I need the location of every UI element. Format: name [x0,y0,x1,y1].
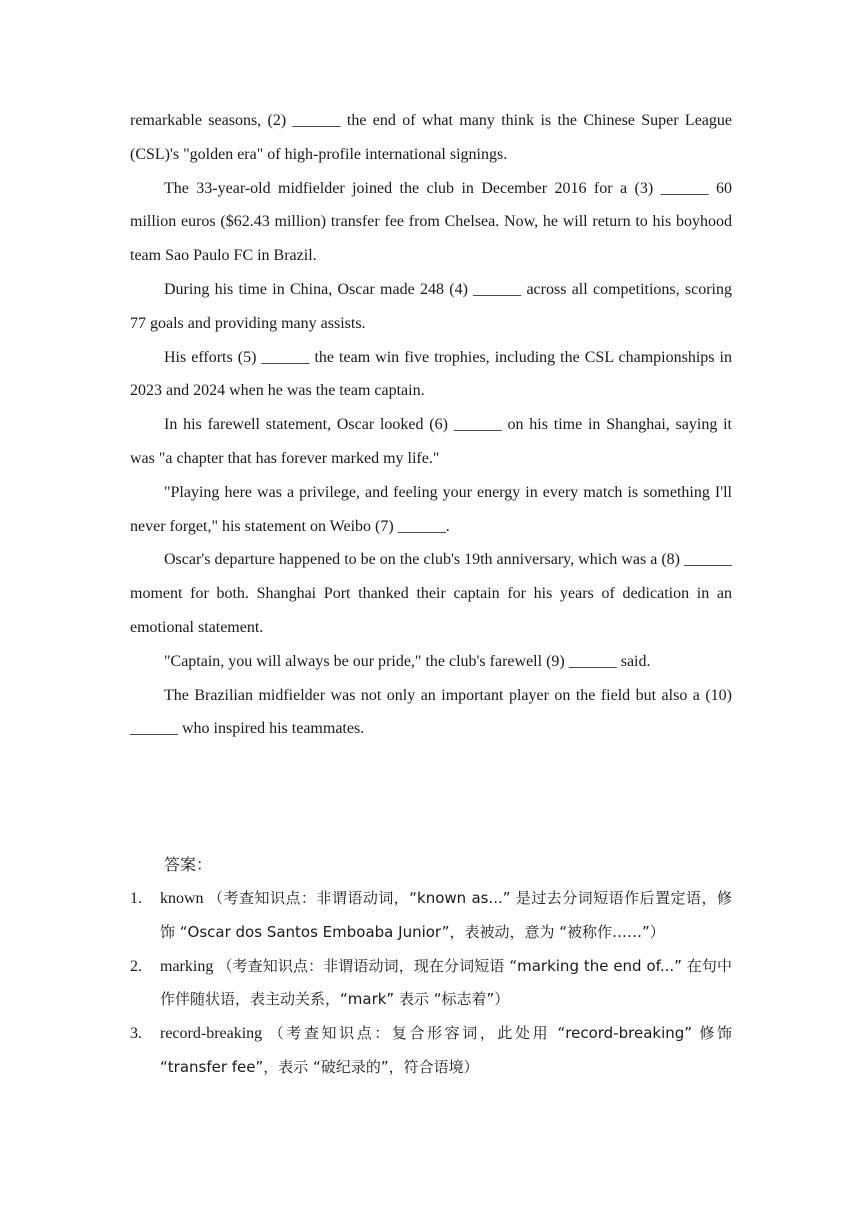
passage-paragraph: In his farewell statement, Oscar looked (6) ______ on his time in Shanghai, saying it was "a chapter that has forever marked my life." [130,416,732,467]
answer-item [130,882,732,950]
answer-list [130,882,732,1085]
document-page [130,104,732,1085]
answer-item [130,950,732,1018]
passage-paragraph: remarkable seasons, (2) ______ the end of what many think is the Chinese Super League (CSL)'s "golden era" of high-profile international signings. [130,112,732,163]
passage-paragraph: "Playing here was a privilege, and feeling your energy in every match is something I'll never forget," his statement on Weibo (7) ______. [130,483,732,535]
answer-word: record-breaking [160,1025,263,1043]
passage-paragraph: Oscar's departure happened to be on the club's 19th anniversary, which was a (8) ______ moment for both. Shanghai Port thanked their captain for his years of dedication in an emotional statement. [130,551,732,636]
answer-number: 1. [130,889,142,907]
passage-paragraph: His efforts (5) ______ the team win five trophies, including the CSL championships in 2023 and 2024 when he was the team captain. [130,348,732,400]
passage-paragraph: During his time in China, Oscar made 248 (4) ______ across all competitions, scoring 77 goals and providing many assists. [130,280,732,332]
passage [130,104,732,746]
answer-number: 2. [130,957,142,975]
answer-number: 3. [130,1025,142,1043]
passage-paragraph: "Captain, you will always be our pride," the club's farewell (9) ______ said. [164,652,651,670]
answer-note: （考查知识点：非谓语动词，“known as...” 是过去分词短语作后置定语，修饰 “Oscar dos Santos Emboaba Junior”，表被动，意为 “被称作……”） [160,888,732,941]
answer-word: marking [160,957,214,975]
answer-note: （考查知识点：非谓语动词，现在分词短语 “marking the end of...” 在句中作伴随状语，表主动关系，“mark” 表示 “标志着”） [160,956,732,1009]
answer-section [130,848,732,1085]
section-spacer [130,746,732,848]
answer-item [130,1017,732,1085]
answer-word: known [160,889,204,907]
answer-note: （考查知识点：复合形容词，此处用 “record-breaking” 修饰 “transfer fee”，表示 “破纪录的”，符合语境） [160,1024,732,1076]
passage-paragraph: The 33-year-old midfielder joined the club in December 2016 for a (3) ______ 60 million euros ($62.43 million) transfer fee from Chelsea. Now, he will return to his boyhood team Sao Paulo FC in Brazil. [130,179,732,265]
passage-paragraph: The Brazilian midfielder was not only an important player on the field but also a (10) ______ who inspired his teammates. [130,686,732,738]
answer-heading: 答案： [164,855,213,875]
